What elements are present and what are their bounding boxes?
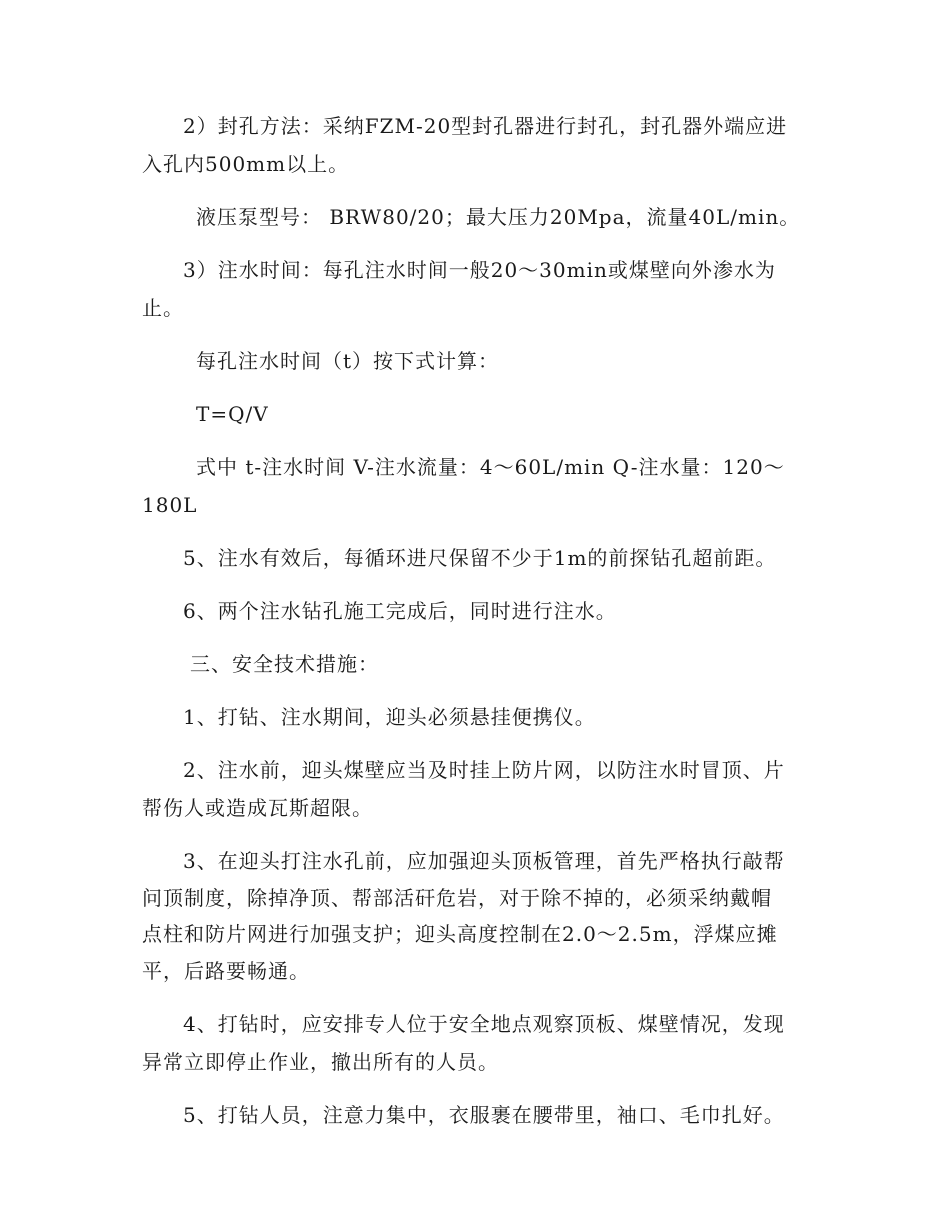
text-line: 液压泵型号： BRW80/20；最大压力20Mpa，流量40L/min。 <box>196 205 801 229</box>
text-line: 2、注水前，迎头煤壁应当及时挂上防片网，以防注水时冒顶、片 <box>183 758 785 782</box>
section-heading: 三、安全技术措施： <box>190 652 379 676</box>
text-line: 2）封孔方法：采纳FZM-20型封孔器进行封孔，封孔器外端应进 <box>183 114 788 138</box>
text-line: 5、注水有效后，每循环进尺保留不少于1m的前探钻孔超前距。 <box>183 546 777 570</box>
text-line: 止。 <box>142 296 184 320</box>
text-line: 5、打钻人员，注意力集中，衣服裹在腰带里，袖口、毛巾扎好。 <box>183 1103 785 1127</box>
text-line: 每孔注水时间（t）按下式计算： <box>196 349 500 373</box>
text-line: 问顶制度，除掉净顶、帮部活矸危岩，对于除不掉的，必须采纳戴帽 <box>142 886 772 910</box>
text-line: 入孔内500mm以上。 <box>142 152 350 176</box>
text-line: 3）注水时间：每孔注水时间一般20～30min或煤壁向外渗水为 <box>183 258 776 282</box>
text-line: 3、在迎头打注水孔前，应加强迎头顶板管理，首先严格执行敲帮 <box>183 849 785 873</box>
text-line: 式中 t-注水时间 V-注水流量：4～60L/min Q-注水量：120～ <box>196 455 785 479</box>
text-line: 6、两个注水钻孔施工完成后，同时进行注水。 <box>183 599 617 623</box>
text-line: 1、打钻、注水期间，迎头必须悬挂便携仪。 <box>183 705 596 729</box>
text-line: 4、打钻时，应安排专人位于安全地点观察顶板、煤壁情况，发现 <box>183 1012 785 1036</box>
text-line: 异常立即停止作业，撤出所有的人员。 <box>142 1050 499 1074</box>
text-line: 帮伤人或造成瓦斯超限。 <box>142 796 373 820</box>
text-line: T=Q/V <box>196 402 269 426</box>
text-line: 平，后路要畅通。 <box>142 959 310 983</box>
text-line: 180L <box>142 493 198 517</box>
text-line: 点柱和防片网进行加强支护；迎头高度控制在2.0～2.5m，浮煤应摊 <box>142 922 778 946</box>
